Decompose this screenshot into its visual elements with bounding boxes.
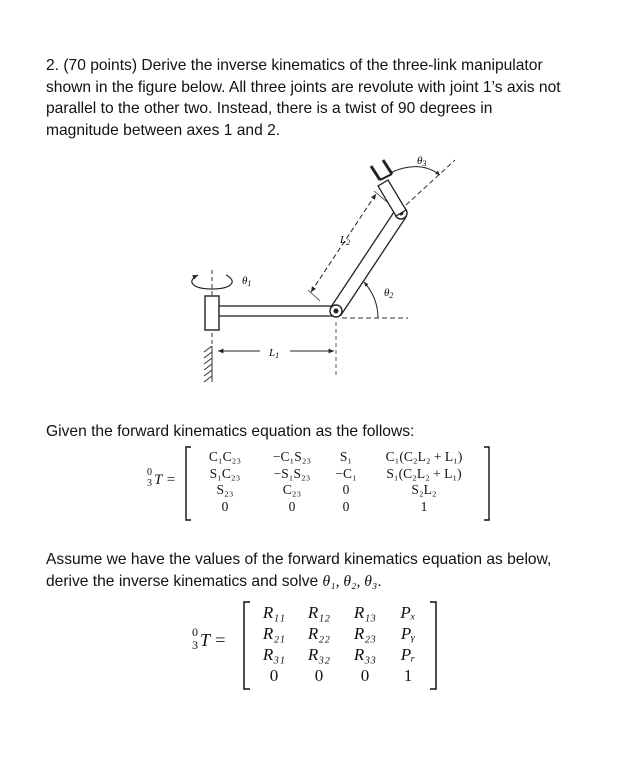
theta2-arc — [364, 282, 378, 318]
assume-text — [46, 549, 606, 592]
matrix-row: R₂₁ R₂₂ R₂₃ Pᵧ — [262, 624, 416, 643]
value-equation: 0 3 T = R₁₁ R₁₂ R₁₃ Pₓ R₂₁ R₂₂ R₂₃ Pᵧ R₃₁ R₃₂ R₃₃ Pᵣ 0 0 0 1 — [192, 600, 442, 692]
given-text — [46, 421, 606, 443]
matrix-row: 0 0 0 1 — [221, 498, 428, 514]
assume-line: Assume we have the values of the forward kinematics equation as below, — [46, 551, 552, 568]
L1-label: L1 — [269, 347, 280, 360]
matrix-row: R₁₁ R₁₂ R₁₃ Pₓ — [262, 603, 416, 622]
theta2-label: θ2 — [384, 287, 394, 300]
theta3-arc — [392, 167, 440, 175]
L2-label: L2 — [340, 234, 351, 247]
link1 — [219, 306, 334, 316]
joint1-housing — [205, 296, 219, 330]
ground-hatch — [204, 346, 212, 382]
matrix-row: 0 0 0 1 — [269, 666, 413, 685]
problem-line: 2. (70 points) Derive the inverse kinematics of the three-link manipulator — [46, 57, 543, 74]
matrix-row: R₃₁ R₃₂ R₃₃ Pᵣ — [262, 645, 416, 664]
problem-line: magnitude between axes 1 and 2. — [46, 121, 281, 139]
link2 — [331, 209, 406, 315]
assume-line: derive the inverse kinematics and solve θ₁, θ₂, θ₃. — [46, 572, 382, 590]
matrix-row: S₂₃ C₂₃ 0 S₂L₂ — [216, 482, 437, 497]
matrix-row: S₁C₂₃ −S₁S₂₃ −C₁ S₁(C₂L₂ + L₁) — [209, 465, 462, 481]
problem-line: parallel to the other two. Instead, there is a twist of 90 degrees in — [46, 100, 493, 117]
forward-kinematics-equation: 0 3 T = C₁C₂₃ −C₁S₂₃ S₁ C₁(C₂L₂ + L₁) S₁C₂₃ −S₁S₂₃ −C₁ S₁(C₂L₂ + L₁) S₂₃ C₂₃ 0 S₂L₂ 0 0 0 1 — [147, 445, 492, 523]
theta3-label: θ3 — [417, 155, 427, 168]
problem-line: shown in the figure below. All three joints are revolute with joint 1’s axis not — [46, 78, 561, 96]
L2-dimension-ext1 — [308, 290, 320, 301]
value-matrix — [252, 602, 428, 686]
forward-matrix — [194, 449, 484, 515]
theta1-label: θ1 — [242, 275, 252, 288]
matrix-row: C₁C₂₃ −C₁S₂₃ S₁ C₁(C₂L₂ + L₁) — [208, 449, 463, 464]
given-line: Given the forward kinematics equation as the follows: — [46, 423, 415, 440]
